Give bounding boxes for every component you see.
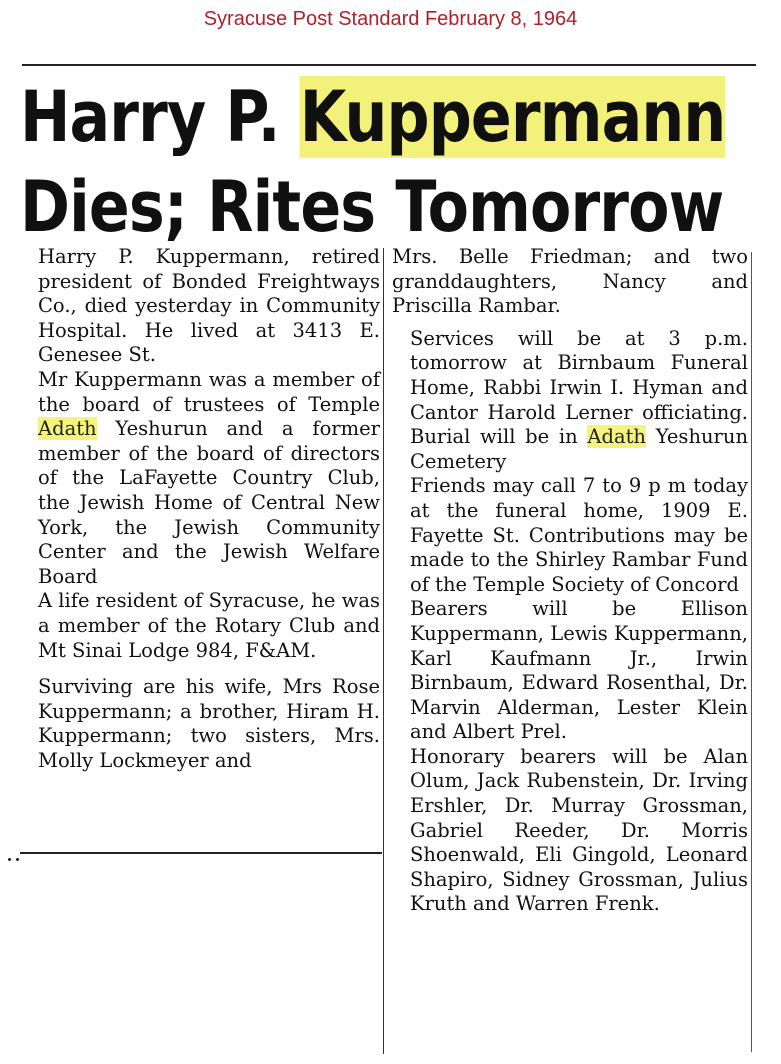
headline-line-1 [20, 72, 726, 162]
article-paragraph [392, 327, 748, 475]
article-paragraph: Honorary bearers will be Alan Olum, Jack Rubenstein, Dr. Irving Ershler, Dr. Murray Grossman, Gabriel Reeder, Dr. Morris Shoenwald, Eli Gingold, Leonard Shapiro, Sidney Grossman, Julius Kruth and Warren Frenk. [410, 744, 748, 916]
stray-mark [8, 858, 11, 861]
highlighted-word: Adath [38, 417, 97, 441]
article-paragraph: Surviving are his wife, Mrs Rose Kuppermann; a brother, Hiram H. Kuppermann; two sisters, Mrs. Molly Lockmeyer and [38, 675, 380, 772]
headline [20, 72, 760, 252]
headline-highlighted-surname: Kuppermann [299, 76, 726, 158]
left-column [20, 245, 380, 773]
article-paragraph [20, 368, 380, 589]
top-rule [22, 64, 756, 66]
article-paragraph: Mrs. Belle Friedman; and two granddaughters, Nancy and Priscilla Rambar. [392, 245, 748, 318]
paragraph-text: Yeshurun Cemetery [410, 425, 748, 473]
article-paragraph: Harry P. Kuppermann, retired president of Bonded Freightways Co., died yesterday in Community Hospital. He lived at 3413 E. Genesee St. [38, 245, 380, 367]
right-column [392, 245, 748, 917]
article-paragraph: Friends may call 7 to 9 p m today at the funeral home, 1909 E. Fayette St. Contributions may be made to the Shirley Rambar Fund of the Temple Society of Concord [410, 474, 748, 596]
paragraph-text: Services will be at 3 p.m. tomorrow at Birnbaum Funeral Home, Rabbi Irwin I. Hyman and Cantor Harold Lerner officiating. Burial will be in [410, 326, 748, 449]
headline-line-1-text: Harry P. [20, 76, 300, 158]
left-column-end-rule [20, 852, 382, 854]
right-edge-rule [751, 252, 752, 1052]
article-paragraph: Bearers will be Ellison Kuppermann, Lewis Kuppermann, Karl Kaufmann Jr., Irwin Birnbaum, Edward Rosenthal, Dr. Marvin Alderman, Lester Klein and Albert Prel. [410, 597, 748, 744]
column-divider [383, 248, 384, 1054]
headline-line-2: Dies; Rites Tomorrow [20, 166, 724, 248]
source-caption: Syracuse Post Standard February 8, 1964 [203, 8, 578, 30]
article-paragraph: A life resident of Syracuse, he was a member of the Rotary Club and Mt Sinai Lodge 984, F&AM. [38, 589, 380, 662]
paragraph-text: Yeshurun and a former member of the board of directors of the LaFayette Country Club, the Jewish Home of Central New York, the Jewish Community Center and the Jewish Welfare Board [38, 417, 380, 588]
highlighted-word: Adath [587, 425, 646, 449]
paragraph-text: Mr Kuppermann was a member of the board of trustees of Temple [38, 367, 380, 416]
stray-mark [16, 858, 19, 861]
